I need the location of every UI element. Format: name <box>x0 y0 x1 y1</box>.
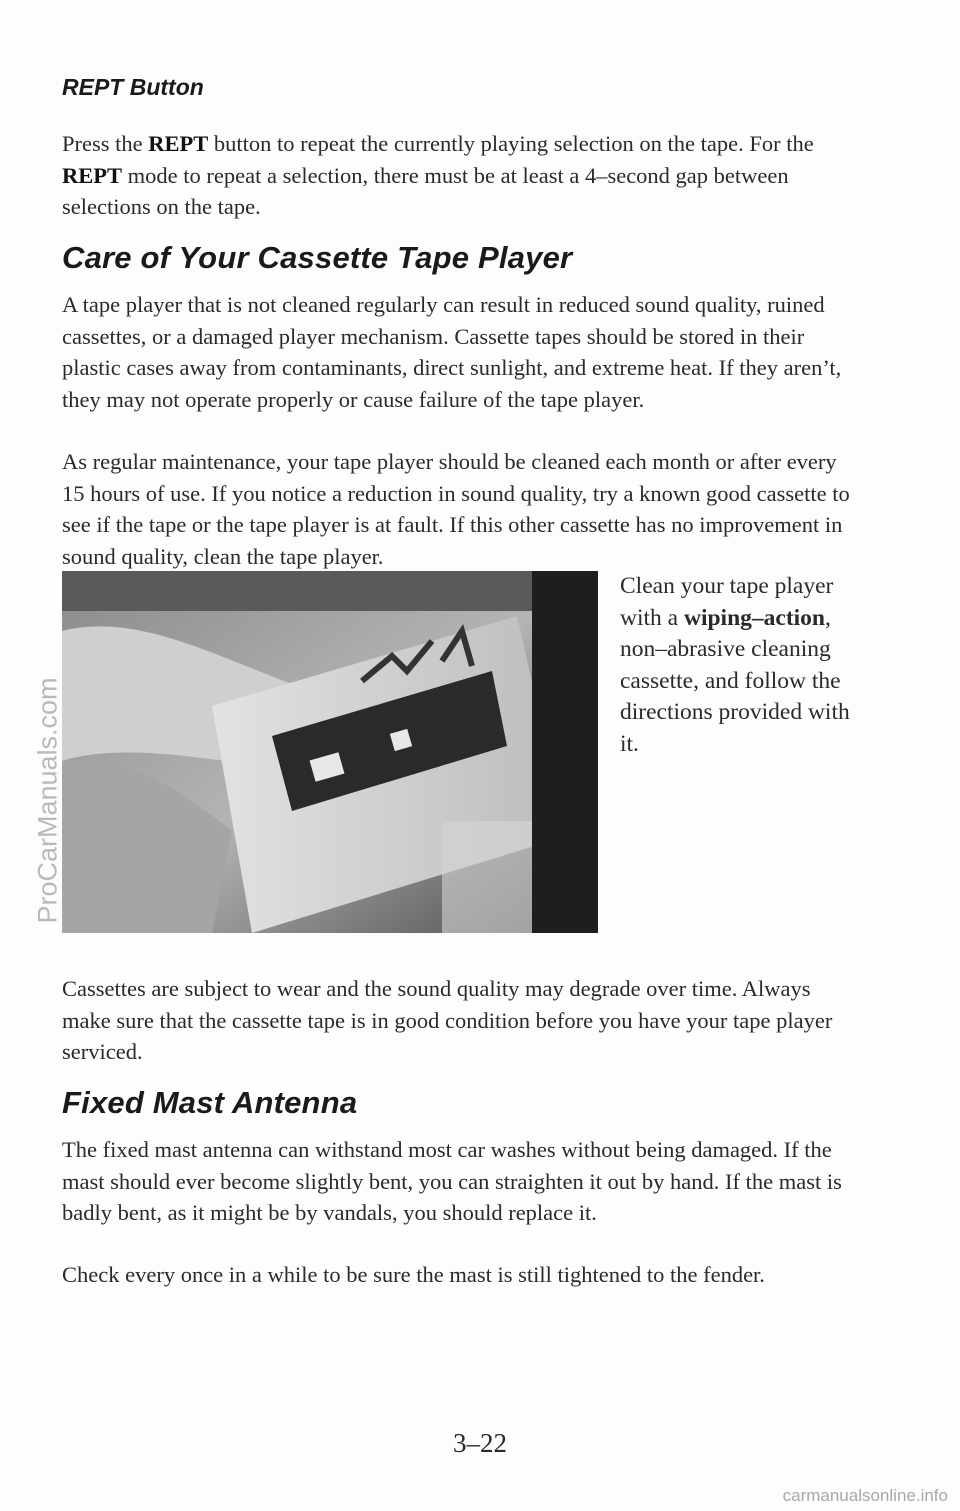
care-paragraph-1: A tape player that is not cleaned regularly can result in reduced sound quality, ruined cassettes, or a damaged player mechanism. Cassette tapes should be stored in their plastic cases away from contaminants, direct sunlight, and extreme heat. If they aren’t, they may not operate properly or cause failure of the tape player. <box>62 292 842 412</box>
bottom-watermark: carmanualsonline.info <box>782 1486 948 1505</box>
antenna-paragraph-2: Check every once in a while to be sure the mast is still tightened to the fender. <box>62 1262 765 1287</box>
cleaning-cassette-photo <box>62 571 598 933</box>
page-number: 3–22 <box>453 1428 507 1458</box>
care-paragraph-2: As regular maintenance, your tape player should be cleaned each month or after every 15 hours of use. If you notice a reduction in sound quality, try a known good cassette to see if the tape or the tape player is at fault. If this other cassette has no improvement in sound quality, clean the tape player. <box>62 449 850 569</box>
cleaning-instructions: Clean your tape player with a wiping–action, non–abrasive cleaning cassette, and follow the directions provided with it. <box>620 573 850 757</box>
side-watermark: ProCarManuals.com <box>32 677 63 924</box>
care-paragraph-3: Cassettes are subject to wear and the sound quality may degrade over time. Always make sure that the cassette tape is in good condition before you have your tape player serviced. <box>62 976 833 1064</box>
rept-paragraph: Press the REPT button to repeat the currently playing selection on the tape. For the REPT mode to repeat a selection, there must be at least a 4–second gap between selections on the tape. <box>62 131 814 219</box>
care-heading: Care of Your Cassette Tape Player <box>62 240 573 275</box>
antenna-heading: Fixed Mast Antenna <box>62 1085 358 1120</box>
antenna-paragraph-1: The fixed mast antenna can withstand most car washes without being damaged. If the mast should ever become slightly bent, you can straighten it out by hand. If the mast is badly bent, as it might be by vandals, you should replace it. <box>62 1137 842 1225</box>
cassette-hand-illustration <box>62 571 598 933</box>
rept-button-heading: REPT Button <box>62 74 204 100</box>
